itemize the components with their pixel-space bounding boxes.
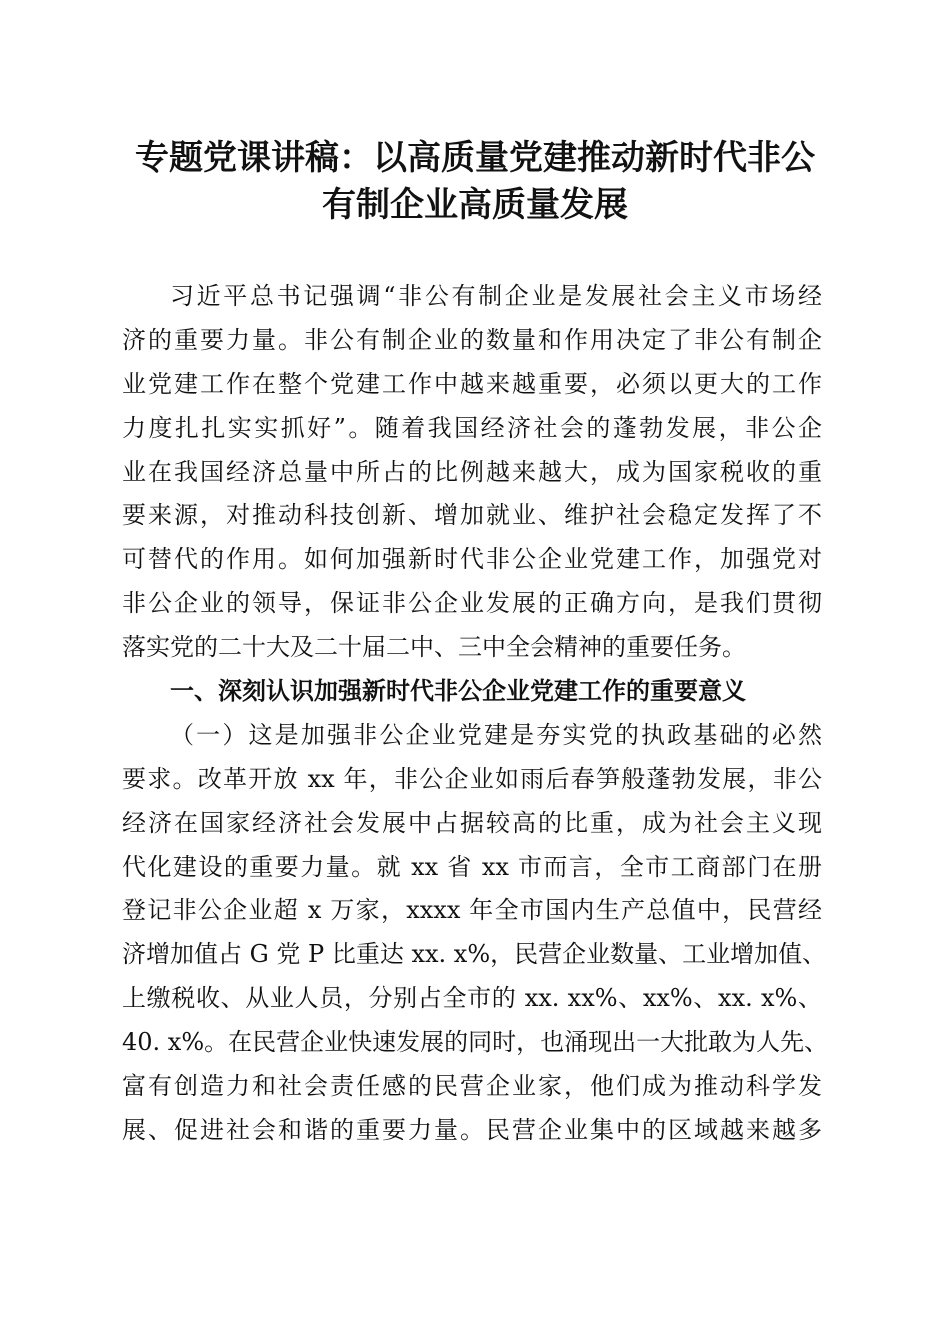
section-1-paragraph <box>122 714 829 1153</box>
document-title-line-2: 有制企业高质量发展 <box>322 185 628 225</box>
paragraph-line: 业党建工作在整个党建工作中越来越重要，必须以更大的工作 <box>122 369 822 398</box>
paragraph-line: 非公企业的领导，保证非公企业发展的正确方向，是我们贯彻 <box>122 589 822 618</box>
paragraph-line: 上缴税收、从业人员，分别占全市的 xx. xx%、xx%、xx. x%、 <box>122 984 822 1013</box>
paragraph-line: 要求。改革开放 xx 年，非公企业如雨后春笋般蓬勃发展，非公 <box>122 764 822 793</box>
paragraph-line: 力度扎扎实实抓好”。随着我国经济社会的蓬勃发展，非公企 <box>122 413 822 442</box>
paragraph-line: 要来源，对推动科技创新、增加就业、维护社会稳定发挥了不 <box>122 501 822 530</box>
paragraph-line: 登记非公企业超 x 万家，xxxx 年全市国内生产总值中，民营经 <box>122 896 822 925</box>
intro-paragraph <box>122 275 822 670</box>
paragraph-line: 富有创造力和社会责任感的民营企业家，他们成为推动科学发 <box>122 1072 822 1101</box>
paragraph-line: 代化建设的重要力量。就 xx 省 xx 市而言，全市工商部门在册 <box>122 852 822 881</box>
paragraph-line: 可替代的作用。如何加强新时代非公企业党建工作，加强党对 <box>122 545 822 574</box>
paragraph-line: 业在我国经济总量中所占的比例越来越大，成为国家税收的重 <box>122 457 822 486</box>
paragraph-line: 40. x%。在民营企业快速发展的同时，也涌现出一大批敢为人先、 <box>122 1028 829 1057</box>
paragraph-line: 经济在国家经济社会发展中占据较高的比重，成为社会主义现 <box>122 808 822 837</box>
paragraph-line: 济的重要力量。非公有制企业的数量和作用决定了非公有制企 <box>122 325 822 354</box>
paragraph-line: 习近平总书记强调“非公有制企业是发展社会主义市场经 <box>170 282 822 310</box>
document-title-line-1: 专题党课讲稿：以高质量党建推动新时代非公 <box>135 138 815 178</box>
document-body <box>122 275 829 1153</box>
paragraph-line: （一）这是加强非公企业党建是夯实党的执政基础的必然 <box>170 720 822 749</box>
paragraph-line: 展、促进社会和谐的重要力量。民营企业集中的区域越来越多 <box>122 1115 822 1144</box>
paragraph-line: 落实党的二十大及二十届二中、三中全会精神的重要任务。 <box>122 633 746 662</box>
section-heading: 一、深刻认识加强新时代非公企业党建工作的重要意义 <box>170 677 746 706</box>
paragraph-line: 济增加值占 G 党 P 比重达 xx. x%，民营企业数量、工业增加值、 <box>122 940 827 969</box>
